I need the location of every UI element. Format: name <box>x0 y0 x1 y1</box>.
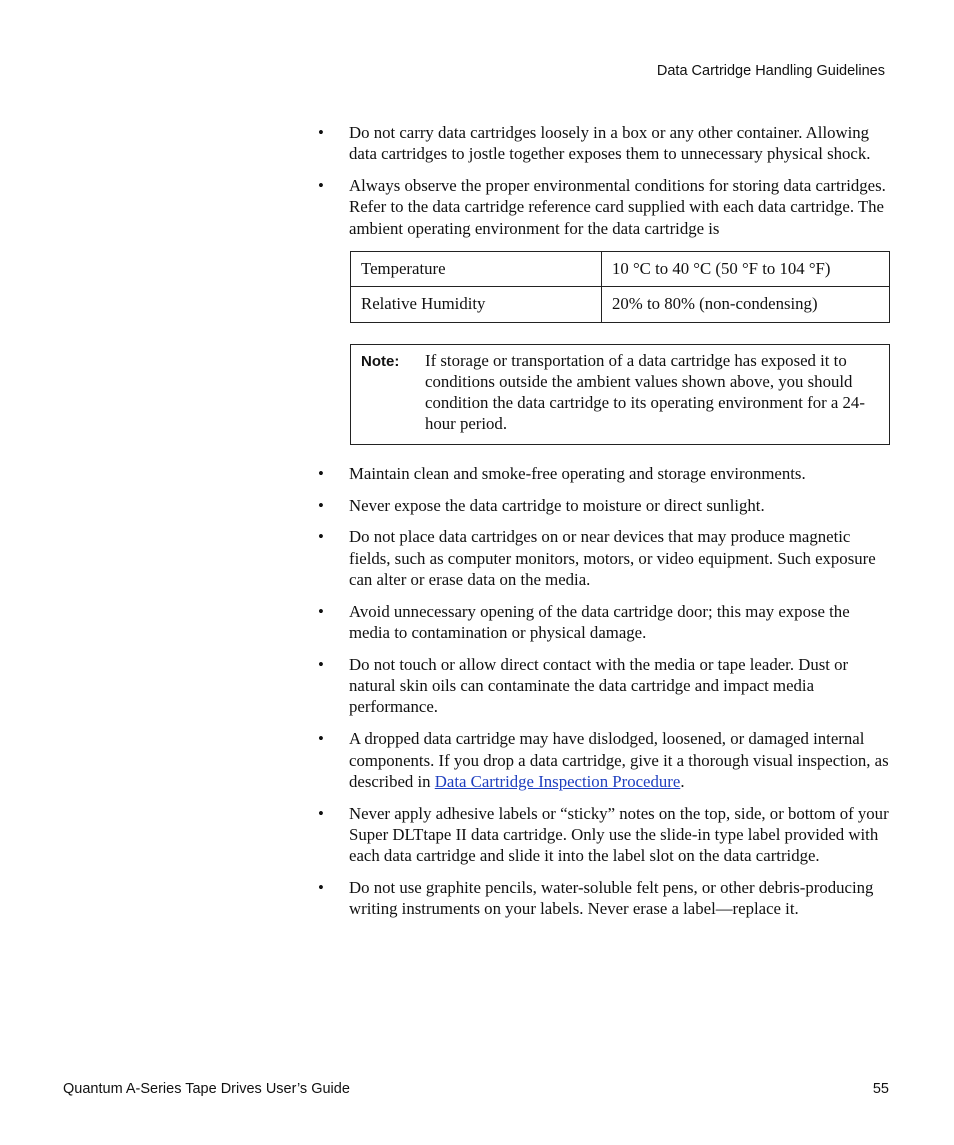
list-item-text: Do not use graphite pencils, water-soluble felt pens, or other debris-producing writing instruments on your labels. Never erase a label—replace it. <box>349 878 874 919</box>
page-number: 55 <box>872 1081 889 1097</box>
note-text: If storage or transportation of a data cartridge has exposed it to conditions outside the ambient values shown above, you should condition the data cartridge to its operating environment for a 24-hour period. <box>425 350 865 434</box>
table-cell-value: 10 °C to 40 °C (50 °F to 104 °F) <box>602 251 890 286</box>
bullet-marker: • <box>318 729 324 749</box>
bullet-marker: • <box>318 654 324 674</box>
bullet-marker: • <box>318 878 324 898</box>
list-item <box>318 803 890 867</box>
table-cell-value: 20% to 80% (non-condensing) <box>602 287 890 322</box>
list-item <box>318 728 890 792</box>
list-item <box>318 601 890 644</box>
list-item <box>318 175 890 239</box>
list-item <box>318 495 890 516</box>
table-row <box>351 287 890 322</box>
list-item <box>318 654 890 718</box>
table-cell-label: Temperature <box>351 251 602 286</box>
list-item-text <box>349 728 890 792</box>
running-header: Data Cartridge Handling Guidelines <box>656 63 885 79</box>
bullet-marker: • <box>318 527 324 547</box>
list-item <box>318 877 890 920</box>
bullet-marker: • <box>318 123 324 142</box>
list-item-text: Do not carry data cartridges loosely in a box or any other container. Allowing data cartridges to jostle together exposes them to unnecessary physical shock. <box>349 123 871 164</box>
bullet-marker: • <box>318 601 324 621</box>
list-item <box>318 122 890 165</box>
inspection-procedure-link[interactable]: Data Cartridge Inspection Procedure <box>434 771 681 791</box>
list-item-text: Maintain clean and smoke-free operating and storage environments. <box>349 463 806 483</box>
bullet-marker: • <box>318 495 324 515</box>
footer-title: Quantum A-Series Tape Drives User’s Guide <box>63 1081 350 1097</box>
list-item-text: Never apply adhesive labels or “sticky” notes on the top, side, or bottom of your Super DLTtape II data cartridge. Only use the slide-in type label provided with each data cartridge and slide it into the label slot on the data cartridge. <box>349 803 889 866</box>
list-item-text: Never expose the data cartridge to moisture or direct sunlight. <box>349 495 765 515</box>
environment-table <box>350 251 890 323</box>
bullet-marker: • <box>318 803 324 823</box>
main-content <box>318 122 890 930</box>
list-item <box>318 526 890 590</box>
list-item-text: Do not place data cartridges on or near devices that may produce magnetic fields, such as computer monitors, motors, or video equipment. Such exposure can alter or erase data on the media. <box>349 527 876 589</box>
bullet-marker: • <box>318 463 324 483</box>
list-item-text: Do not touch or allow direct contact with the media or tape leader. Dust or natural skin oils can contaminate the data cartridge and impact media performance. <box>349 654 849 717</box>
table-cell-label: Relative Humidity <box>351 287 602 322</box>
list-item-text-after-link: . <box>680 771 685 791</box>
bullet-marker: • <box>318 176 324 196</box>
list-item-text: Always observe the proper environmental conditions for storing data cartridges. Refer to the data cartridge reference card supplied with each data cartridge. The ambient operating environment for the data cartridge is <box>349 176 886 238</box>
list-item-text-before-link: A dropped data cartridge may have dislodged, loosened, or damaged internal components. If you drop a data cartridge, give it a thorough visual inspection, as described in <box>349 729 889 791</box>
note-label: Note: <box>361 352 400 370</box>
list-item-text: Avoid unnecessary opening of the data cartridge door; this may expose the media to contamination or physical damage. <box>349 601 850 643</box>
table-row <box>351 251 890 286</box>
note-box <box>350 344 890 445</box>
list-item <box>318 463 890 484</box>
